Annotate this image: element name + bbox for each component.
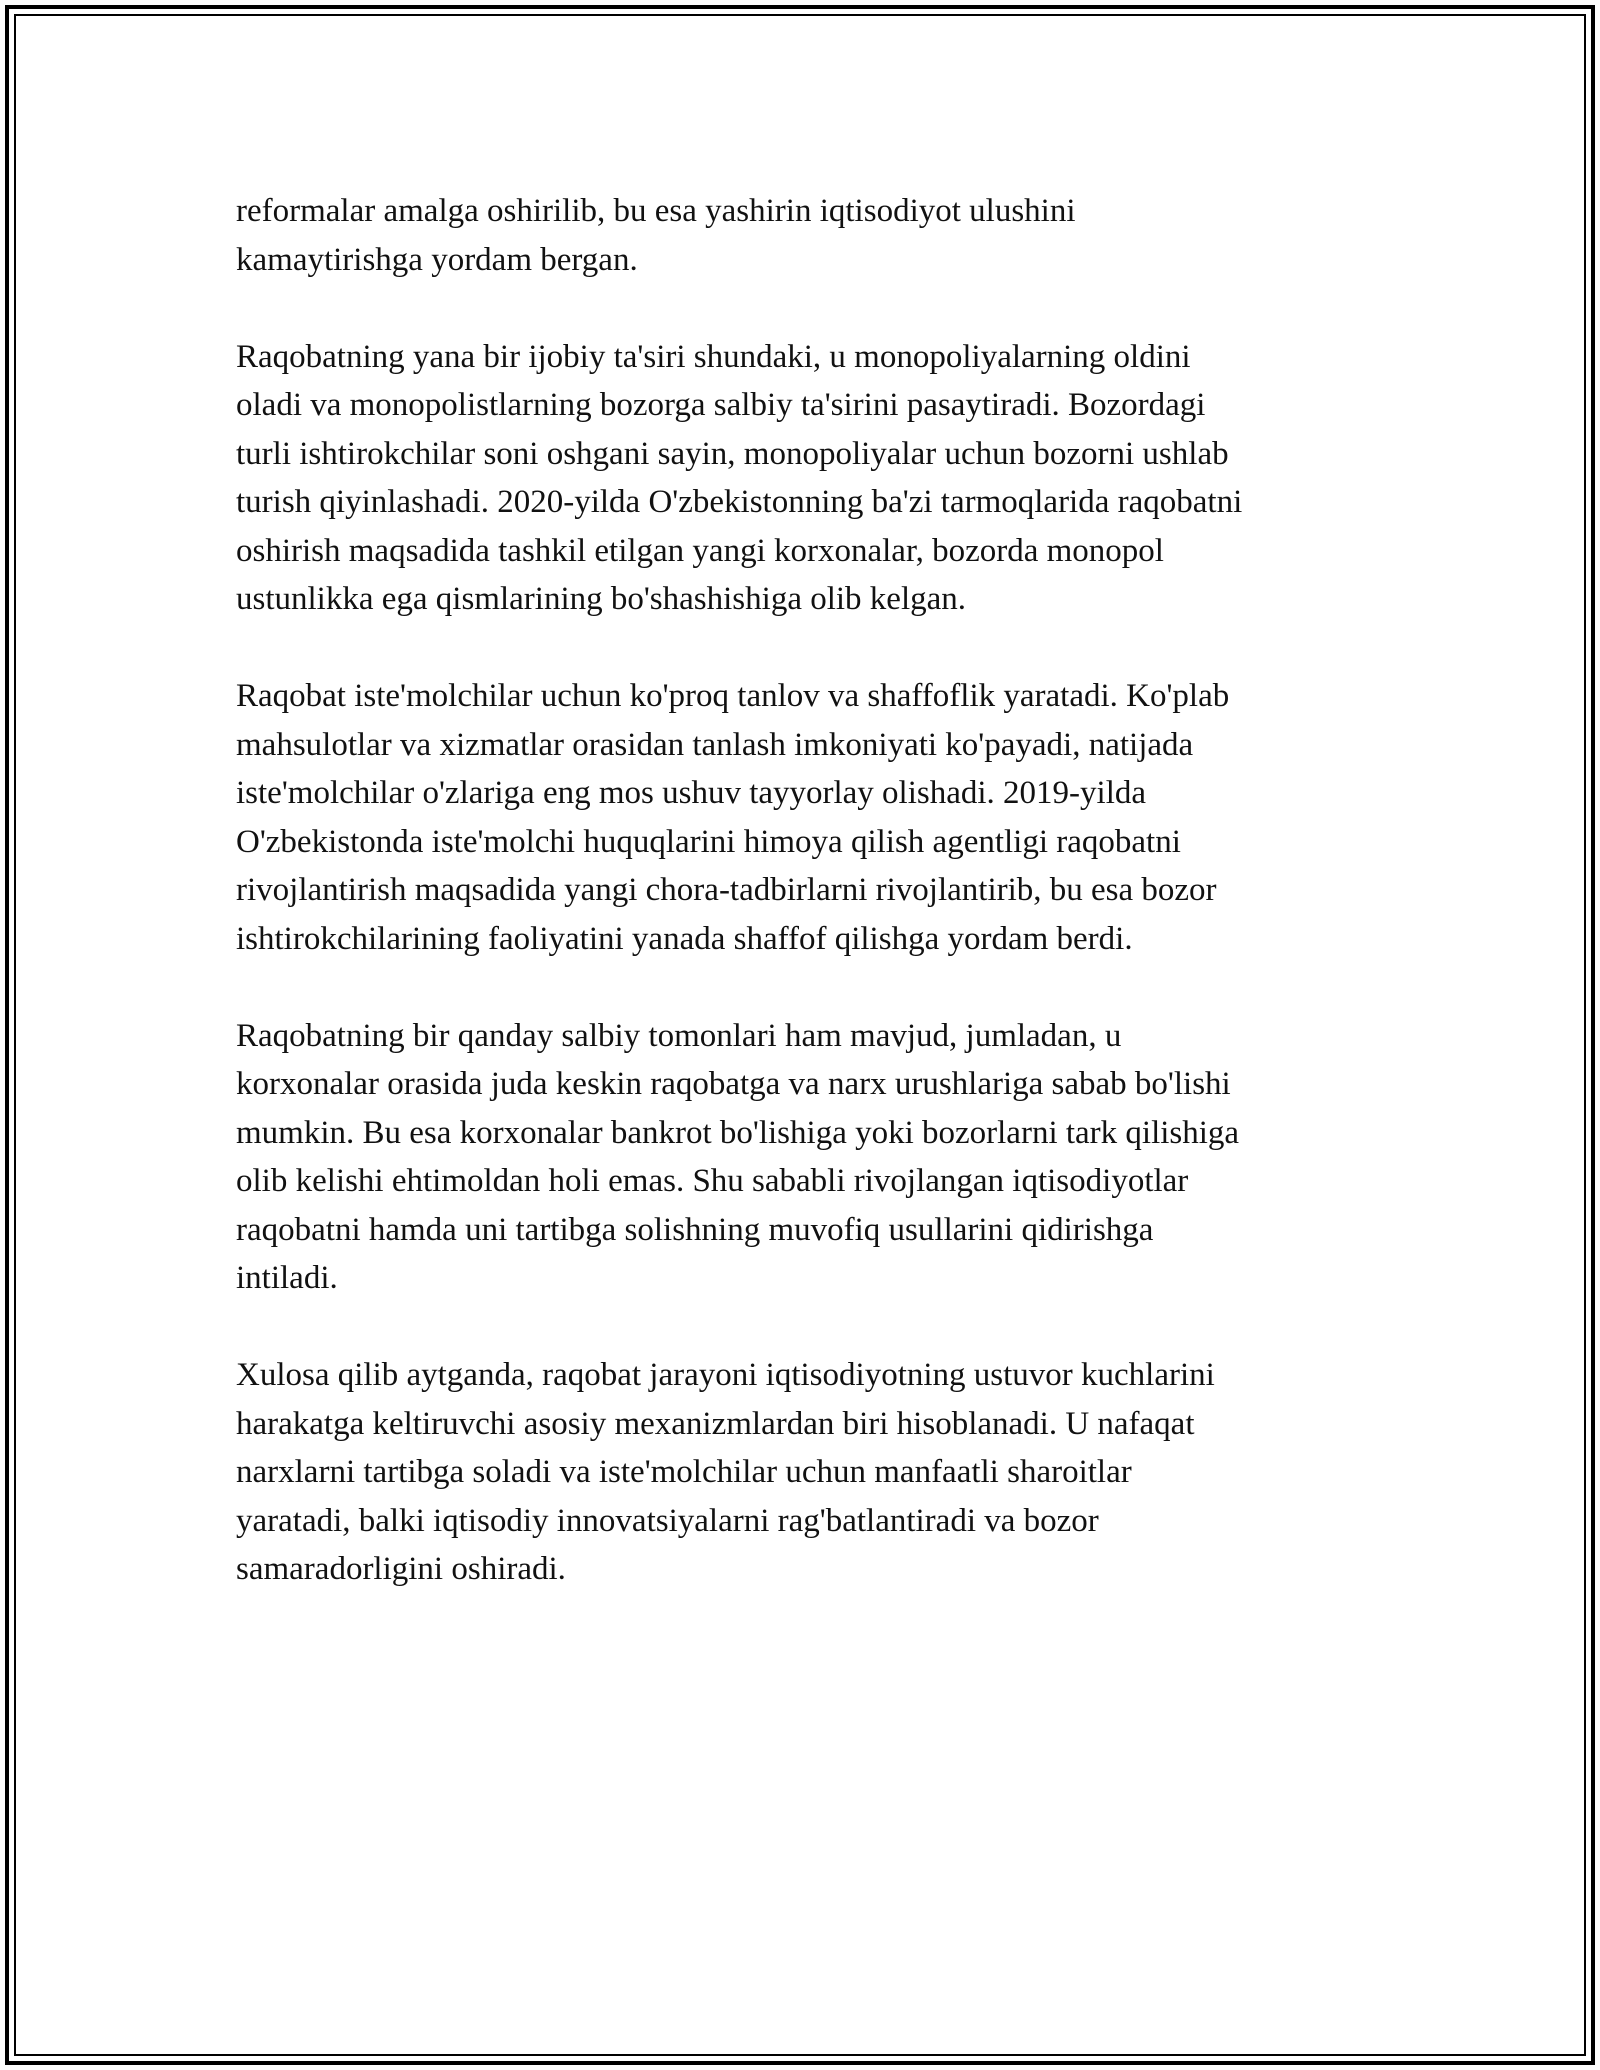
document-body bbox=[236, 187, 1386, 1642]
text-line: intiladi. bbox=[236, 1260, 338, 1296]
text-line: mumkin. Bu esa korxonalar bankrot bo'lishiga yoki bozorlarni tark qilishiga bbox=[236, 1114, 1240, 1151]
text-line: narxlarni tartibga soladi va iste'molchilar uchun manfaatli sharoitlar bbox=[236, 1454, 1132, 1490]
text-line: ustunlikka ega qismlarining bo'shashishiga olib kelgan. bbox=[236, 581, 967, 617]
text-line: harakatga keltiruvchi asosiy mexanizmlardan biri hisoblanadi. U nafaqat bbox=[236, 1405, 1195, 1442]
text-line: samaradorligini oshiradi. bbox=[236, 1551, 566, 1587]
text-line: Xulosa qilib aytganda, raqobat jarayoni iqtisodiyotning ustuvor kuchlarini bbox=[236, 1357, 1215, 1393]
text-line: oshirish maqsadida tashkil etilgan yangi korxonalar, bozorda monopol bbox=[236, 532, 1164, 569]
text-line: oladi va monopolistlarning bozorga salbiy ta'sirini pasaytiradi. Bozordagi bbox=[236, 387, 1206, 423]
text-line: olib kelishi ehtimoldan holi emas. Shu sababli rivojlangan iqtisodiyotlar bbox=[236, 1163, 1189, 1199]
text-line: rivojlantirish maqsadida yangi chora-tadbirlarni rivojlantirib, bu esa bozor bbox=[236, 872, 1217, 908]
text-line: Raqobatning yana bir ijobiy ta'siri shundaki, u monopoliyalarning oldini bbox=[236, 338, 1191, 375]
text-line: kamaytirishga yordam bergan. bbox=[236, 241, 638, 278]
text-line: raqobatni hamda uni tartibga solishning muvofiq usullarini qidirishga bbox=[236, 1211, 1154, 1248]
text-line: turli ishtirokchilar soni oshgani sayin, monopoliyalar uchun bozorni ushlab bbox=[236, 435, 1229, 472]
paragraph-consumers bbox=[236, 672, 1386, 963]
text-line: iste'molchilar o'zlariga eng mos ushuv tayyorlay olishadi. 2019-yilda bbox=[236, 775, 1147, 811]
paragraph-monopolies bbox=[236, 333, 1386, 624]
text-line: reformalar amalga oshirilib, bu esa yashirin iqtisodiyot ulushini bbox=[236, 193, 1076, 229]
text-line: ishtirokchilarining faoliyatini yanada shaffof qilishga yordam berdi. bbox=[236, 920, 1133, 957]
paragraph-reforms bbox=[236, 187, 1386, 284]
text-line: turish qiyinlashadi. 2020-yilda O'zbekistonning ba'zi tarmoqlarida raqobatni bbox=[236, 484, 1243, 520]
text-line: O'zbekistonda iste'molchi huquqlarini himoya qilish agentligi raqobatni bbox=[236, 823, 1181, 860]
text-line: mahsulotlar va xizmatlar orasidan tanlash imkoniyati ko'payadi, natijada bbox=[236, 726, 1194, 763]
text-line: korxonalar orasida juda keskin raqobatga va narx urushlariga sabab bo'lishi bbox=[236, 1066, 1231, 1102]
text-line: yaratadi, balki iqtisodiy innovatsiyalarni rag'batlantiradi va bozor bbox=[236, 1502, 1099, 1539]
text-line: Raqobat iste'molchilar uchun ko'proq tanlov va shaffoflik yaratadi. Ko'plab bbox=[236, 678, 1230, 714]
text-line: Raqobatning bir qanday salbiy tomonlari ham mavjud, jumladan, u bbox=[236, 1017, 1122, 1054]
paragraph-conclusion bbox=[236, 1351, 1386, 1594]
paragraph-negative-sides bbox=[236, 1012, 1386, 1303]
